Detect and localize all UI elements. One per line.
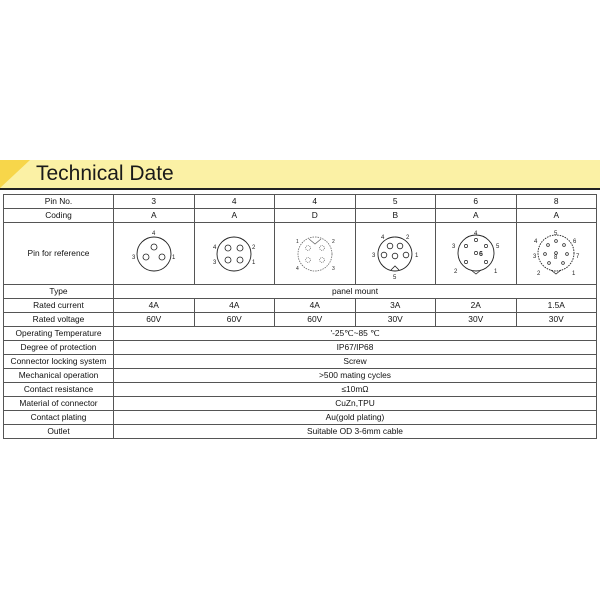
- cell-value: 3A: [355, 299, 436, 313]
- cell-value-merged: panel mount: [114, 285, 597, 299]
- row-label-contact-plating: Contact plating: [4, 411, 114, 425]
- pin-label: 2: [537, 270, 541, 277]
- pin-label: 3: [451, 243, 456, 250]
- pin-label: 3: [213, 259, 217, 266]
- pin-label: 5: [393, 274, 397, 281]
- pin-label: 6: [573, 238, 577, 245]
- pin-label: 1: [252, 259, 256, 266]
- pin-label: 1: [171, 254, 176, 261]
- pin-label: 1: [572, 270, 576, 277]
- cell-value-merged: ≤10mΩ: [114, 383, 597, 397]
- cell-value: A: [436, 209, 517, 223]
- row-label-pin-no: Pin No.: [4, 195, 114, 209]
- connector-8pin-diagram: [521, 226, 591, 282]
- row-label-operating-temperature: Operating Temperature: [4, 327, 114, 341]
- connector-3pin-diagram: [119, 226, 189, 282]
- table-row: [4, 299, 597, 313]
- cell-value-merged: Suitable OD 3-6mm cable: [114, 425, 597, 439]
- pin-label: 6: [478, 250, 483, 258]
- banner-underline: [0, 188, 600, 190]
- pin-diagram-cell: [436, 223, 517, 285]
- cell-value: A: [194, 209, 275, 223]
- table-row: [4, 425, 597, 439]
- table-row: [4, 195, 597, 209]
- cell-value: 60V: [194, 313, 275, 327]
- pin-label: 4: [534, 238, 538, 245]
- pin-label: 8: [554, 254, 558, 261]
- table-row: [4, 411, 597, 425]
- row-label-rated-voltage: Rated voltage: [4, 313, 114, 327]
- cell-value: 4: [194, 195, 275, 209]
- cell-value-merged: '-25℃~85 ℃: [114, 327, 597, 341]
- technical-spec-table: [3, 194, 597, 439]
- pin-label: 1: [493, 268, 498, 275]
- row-label-protection: Degree of protection: [4, 341, 114, 355]
- cell-value: 5: [355, 195, 436, 209]
- connector-5pin-b-diagram: [360, 226, 430, 282]
- cell-value: 60V: [114, 313, 195, 327]
- pin-label: 2: [252, 244, 256, 251]
- cell-value: 4A: [275, 299, 356, 313]
- pin-label: 3: [131, 254, 136, 261]
- cell-value-merged: IP67/IP68: [114, 341, 597, 355]
- cell-value: 6: [436, 195, 517, 209]
- cell-value: 4A: [194, 299, 275, 313]
- table-row: [4, 313, 597, 327]
- row-label-material: Material of connector: [4, 397, 114, 411]
- cell-value: D: [275, 209, 356, 223]
- row-label-outlet: Outlet: [4, 425, 114, 439]
- pin-label: 5: [554, 230, 558, 237]
- row-label-mechanical-operation: Mechanical operation: [4, 369, 114, 383]
- cell-value: 30V: [355, 313, 436, 327]
- pin-diagram-cell: [194, 223, 275, 285]
- pin-label: 1: [295, 238, 299, 245]
- pin-label: 2: [453, 268, 458, 275]
- cell-value: 4A: [114, 299, 195, 313]
- connector-6pin-diagram: [441, 226, 511, 282]
- pin-label: 4: [381, 234, 385, 241]
- row-label-rated-current: Rated current: [4, 299, 114, 313]
- pin-label: 7: [576, 253, 580, 260]
- pin-diagram-cell: [114, 223, 195, 285]
- cell-value-merged: Au(gold plating): [114, 411, 597, 425]
- pin-diagram-cell: [516, 223, 597, 285]
- pin-label: 3: [533, 253, 537, 260]
- cell-value-merged: CuZn,TPU: [114, 397, 597, 411]
- pin-diagram-cell: [275, 223, 356, 285]
- cell-value: 30V: [436, 313, 517, 327]
- pin-label: 1: [415, 252, 419, 259]
- pin-label: 4: [295, 265, 299, 272]
- pin-label: 2: [331, 238, 335, 245]
- pin-label: 5: [495, 243, 500, 250]
- row-label-contact-resistance: Contact resistance: [4, 383, 114, 397]
- connector-4pin-d-diagram: [280, 226, 350, 282]
- cell-value: 30V: [516, 313, 597, 327]
- cell-value-merged: >500 mating cycles: [114, 369, 597, 383]
- banner-accent: [0, 160, 30, 188]
- section-banner: [0, 160, 600, 190]
- pin-label: 4: [213, 244, 217, 251]
- pin-label: 3: [372, 252, 376, 259]
- pin-diagram-cell: [355, 223, 436, 285]
- table-row: [4, 327, 597, 341]
- pin-label: 3: [331, 265, 335, 272]
- cell-value-merged: Screw: [114, 355, 597, 369]
- pin-label: 2: [406, 234, 410, 241]
- table-row: [4, 285, 597, 299]
- cell-value: 8: [516, 195, 597, 209]
- table-row: [4, 369, 597, 383]
- pin-label: 4: [473, 230, 478, 237]
- table-row: [4, 209, 597, 223]
- cell-value: A: [516, 209, 597, 223]
- row-label-coding: Coding: [4, 209, 114, 223]
- section-title: Technical Date: [36, 162, 174, 185]
- row-label-pin-ref: Pin for reference: [4, 223, 114, 285]
- table-row: [4, 397, 597, 411]
- row-label-locking-system: Connector locking system: [4, 355, 114, 369]
- table-row: [4, 223, 597, 285]
- connector-4pin-a-diagram: [199, 226, 269, 282]
- cell-value: B: [355, 209, 436, 223]
- pin-label: 4: [151, 230, 156, 237]
- cell-value: 3: [114, 195, 195, 209]
- table-row: [4, 383, 597, 397]
- cell-value: 2A: [436, 299, 517, 313]
- cell-value: 60V: [275, 313, 356, 327]
- cell-value: 4: [275, 195, 356, 209]
- table-row: [4, 341, 597, 355]
- table-row: [4, 355, 597, 369]
- row-label-type: Type: [4, 285, 114, 299]
- cell-value: A: [114, 209, 195, 223]
- cell-value: 1.5A: [516, 299, 597, 313]
